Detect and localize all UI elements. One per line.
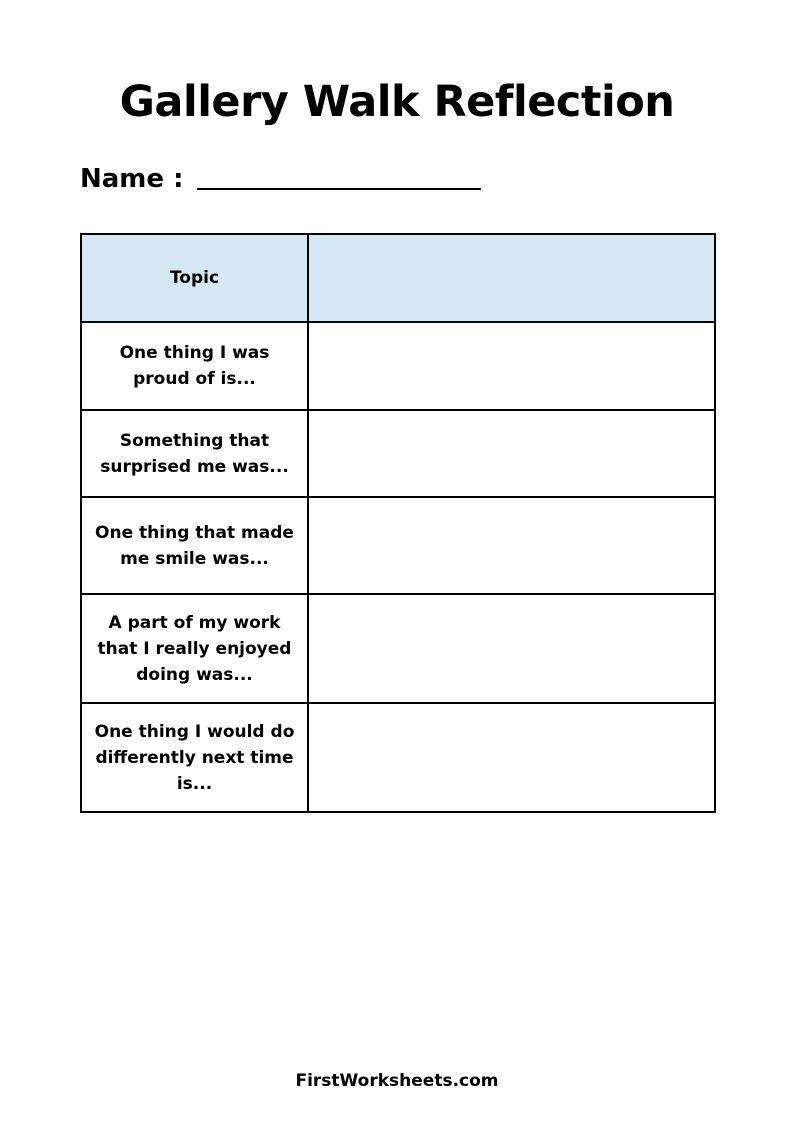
table-header-row [81, 234, 715, 322]
answer-cell[interactable] [308, 410, 715, 497]
answer-cell[interactable] [308, 594, 715, 703]
reflection-table [80, 233, 716, 813]
worksheet-title: Gallery Walk Reflection [119, 77, 675, 127]
prompt-cell: A part of my work that I really enjoyed doing was... [81, 594, 308, 703]
name-field-row [80, 156, 481, 196]
table-row [81, 410, 715, 497]
answer-cell[interactable] [308, 703, 715, 812]
answer-cell[interactable] [308, 322, 715, 410]
prompt-cell: One thing I was proud of is... [81, 322, 308, 410]
answer-header-cell [308, 234, 715, 322]
name-write-line[interactable] [197, 188, 481, 190]
prompt-cell: One thing I would do differently next time is... [81, 703, 308, 812]
prompt-cell: One thing that made me smile was... [81, 497, 308, 594]
footer-site-credit: FirstWorksheets.com [295, 1071, 499, 1091]
table-row [81, 322, 715, 410]
name-label: Name : [80, 164, 184, 194]
table-row [81, 497, 715, 594]
prompt-cell: Something that surprised me was... [81, 410, 308, 497]
answer-cell[interactable] [308, 497, 715, 594]
table-row [81, 594, 715, 703]
table-row [81, 703, 715, 812]
topic-header-cell: Topic [81, 234, 308, 322]
